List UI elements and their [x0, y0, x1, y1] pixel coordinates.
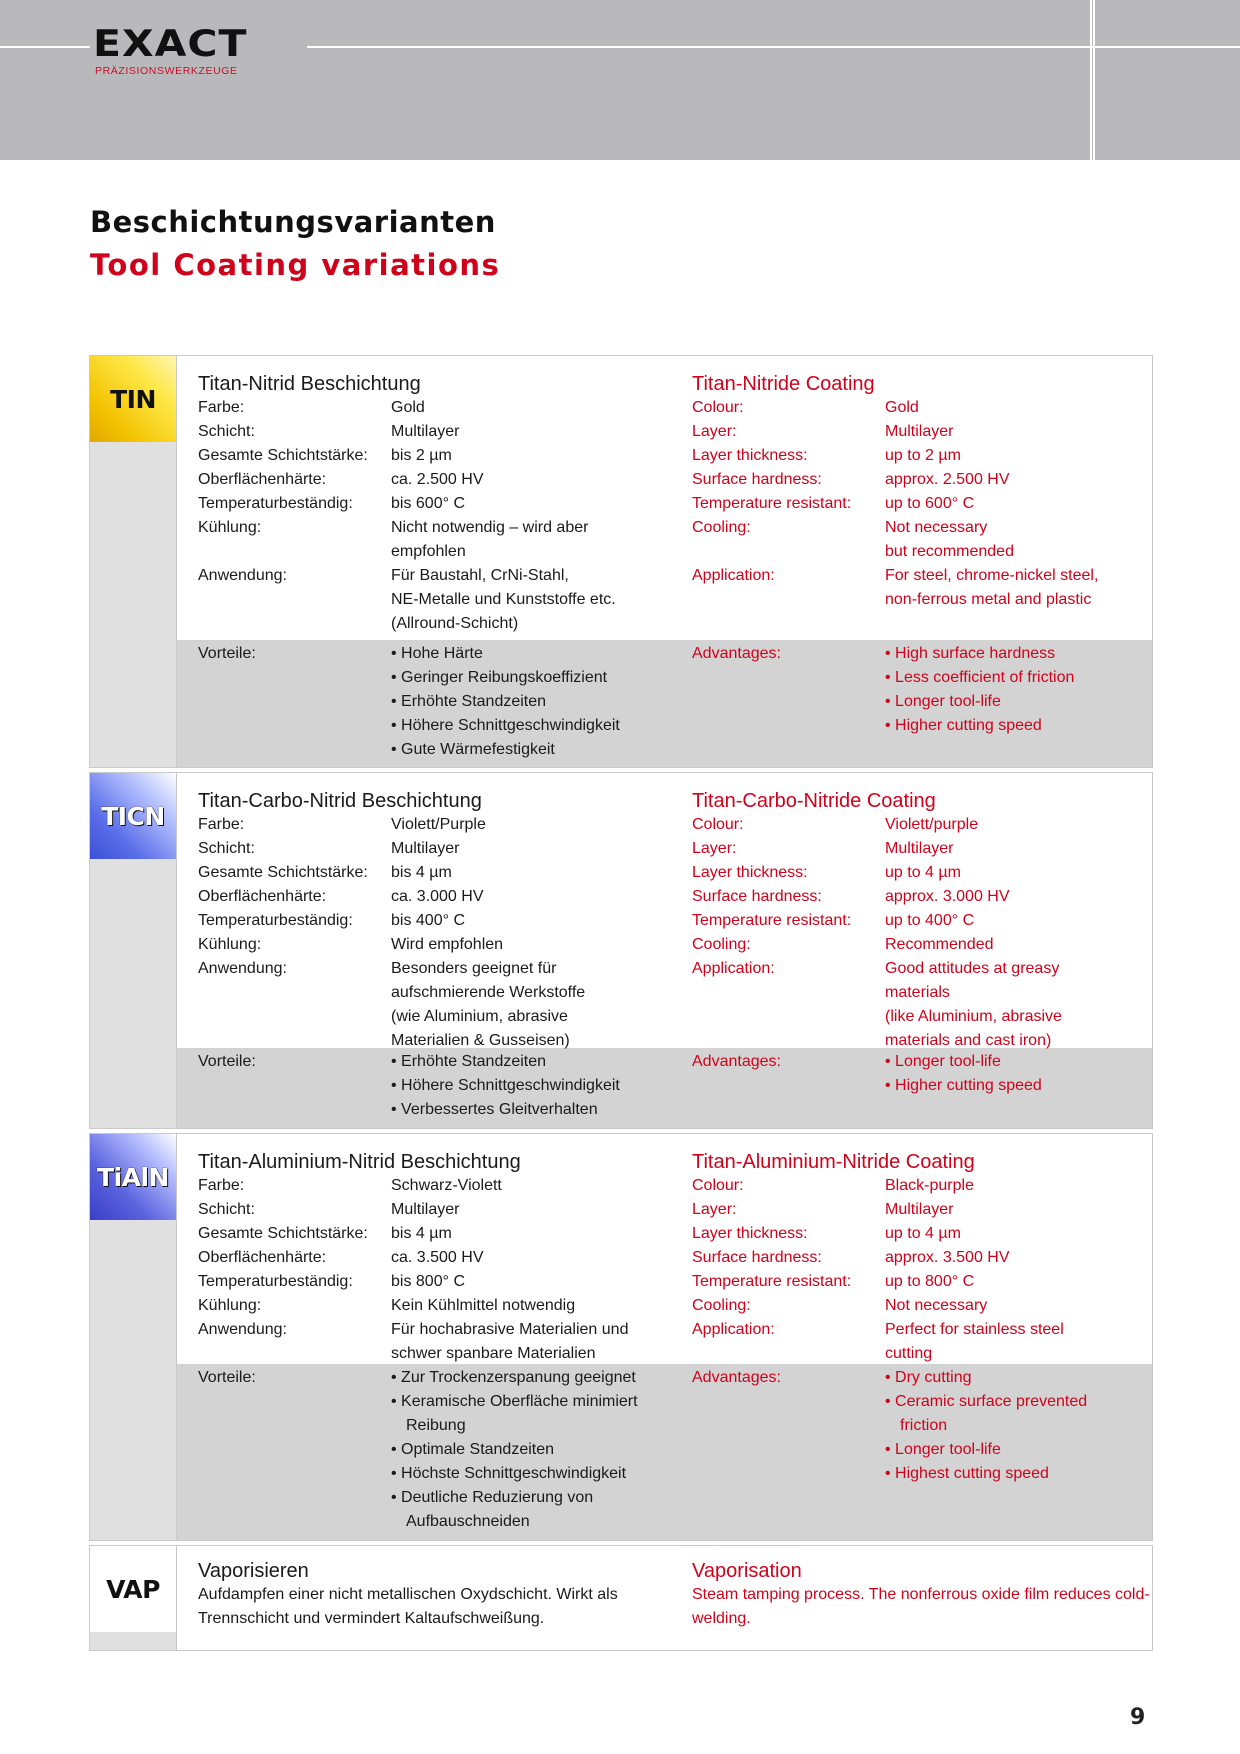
- property-value: Für Baustahl, CrNi-Stahl,: [391, 567, 569, 584]
- advantage-item: • Erhöhte Standzeiten: [391, 690, 546, 714]
- advantage-item: • Longer tool-life: [885, 690, 1001, 714]
- tin-badge: TIN: [90, 356, 176, 442]
- property-label: Kühlung:: [198, 519, 262, 536]
- header-line-right: [307, 46, 1240, 48]
- coating-en-column: [692, 1134, 1147, 1540]
- property-label: Colour:: [692, 816, 744, 833]
- coating-de-column: [198, 356, 688, 767]
- property-value: non-ferrous metal and plastic: [885, 591, 1092, 608]
- advantage-item: • Dry cutting: [885, 1366, 972, 1390]
- advantage-item: • High surface hardness: [885, 642, 1055, 666]
- property-label: Layer thickness:: [692, 1225, 808, 1242]
- advantage-item: • Deutliche Reduzierung von: [391, 1486, 593, 1510]
- property-value: materials and cast iron): [885, 1032, 1052, 1049]
- advantage-item: • Higher cutting speed: [885, 714, 1042, 738]
- coating-de-column: [198, 1134, 688, 1540]
- property-value: ca. 2.500 HV: [391, 471, 484, 488]
- page-header: [0, 0, 1240, 160]
- property-label: Temperaturbeständig:: [198, 1273, 353, 1290]
- property-label: Temperature resistant:: [692, 495, 852, 512]
- coating-title-en: Titan-Carbo-Nitride Coating: [692, 790, 936, 812]
- property-label: Kühlung:: [198, 1297, 262, 1314]
- property-label: Oberflächenhärte:: [198, 888, 327, 905]
- advantage-item: • Longer tool-life: [885, 1050, 1001, 1074]
- property-label: Application:: [692, 1321, 775, 1338]
- vap-en-column: [692, 1546, 1150, 1650]
- property-label: Schicht:: [198, 1201, 255, 1218]
- property-value: ca. 3.500 HV: [391, 1249, 484, 1266]
- property-value: up to 600° C: [885, 495, 975, 512]
- property-value: approx. 3.000 HV: [885, 888, 1010, 905]
- property-value: NE-Metalle und Kunststoffe etc.: [391, 591, 616, 608]
- advantage-item: • Longer tool-life: [885, 1438, 1001, 1462]
- property-value: Kein Kühlmittel notwendig: [391, 1297, 576, 1314]
- property-value: bis 4 µm: [391, 1225, 452, 1242]
- advantages-label: Vorteile:: [198, 645, 256, 662]
- advantage-item: • Höchste Schnittgeschwindigkeit: [391, 1462, 626, 1486]
- property-value: Wird empfohlen: [391, 936, 504, 953]
- advantage-item: • Less coefficient of friction: [885, 666, 1074, 690]
- vap-text-de: Aufdampfen einer nicht metallischen Oxydschicht. Wirkt als Trennschicht und vermindert Kaltaufschweißung.: [198, 1586, 618, 1627]
- coating-en-column: [692, 356, 1147, 767]
- advantages-label: Advantages:: [692, 1053, 781, 1070]
- property-label: Temperaturbeständig:: [198, 912, 353, 929]
- property-value: Multilayer: [391, 423, 460, 440]
- property-label: Cooling:: [692, 519, 751, 536]
- page-title-en: Tool Coating variations: [90, 248, 501, 282]
- advantage-continuation: friction: [900, 1417, 948, 1434]
- property-label: Farbe:: [198, 399, 245, 416]
- property-value: schwer spanbare Materialien: [391, 1345, 596, 1362]
- coating-en-column: [692, 773, 1147, 1128]
- property-label: Gesamte Schichtstärke:: [198, 864, 368, 881]
- advantages-label: Advantages:: [692, 1369, 781, 1386]
- property-label: Colour:: [692, 399, 744, 416]
- property-value: up to 800° C: [885, 1273, 975, 1290]
- property-label: Surface hardness:: [692, 888, 822, 905]
- property-label: Farbe:: [198, 816, 245, 833]
- property-value: aufschmierende Werkstoffe: [391, 984, 586, 1001]
- header-line-left: [0, 46, 90, 48]
- property-value: Multilayer: [391, 1201, 460, 1218]
- property-label: Anwendung:: [198, 1321, 287, 1338]
- advantage-item: • Verbessertes Gleitverhalten: [391, 1098, 598, 1122]
- coating-de-column: [198, 773, 688, 1128]
- property-value: (wie Aluminium, abrasive: [391, 1008, 568, 1025]
- advantage-item: • Ceramic surface prevented: [885, 1390, 1087, 1414]
- property-value: empfohlen: [391, 543, 466, 560]
- property-label: Oberflächenhärte:: [198, 1249, 327, 1266]
- advantage-item: • Keramische Oberfläche minimiert: [391, 1390, 638, 1414]
- advantages-label: Vorteile:: [198, 1053, 256, 1070]
- property-value: Not necessary: [885, 1297, 988, 1314]
- property-label: Cooling:: [692, 936, 751, 953]
- property-value: approx. 2.500 HV: [885, 471, 1010, 488]
- advantage-continuation: Aufbauschneiden: [406, 1513, 530, 1530]
- property-label: Layer thickness:: [692, 447, 808, 464]
- coating-title-en: Titan-Nitride Coating: [692, 373, 875, 395]
- page-title-de: Beschichtungsvarianten: [90, 205, 496, 239]
- property-value: Materialien & Gusseisen): [391, 1032, 570, 1049]
- coating-block-tialn: [89, 1133, 1153, 1541]
- coating-block-tin: [89, 355, 1153, 768]
- advantage-continuation: Reibung: [406, 1417, 466, 1434]
- property-value: Not necessary: [885, 519, 988, 536]
- property-value: up to 4 µm: [885, 1225, 961, 1242]
- property-label: Gesamte Schichtstärke:: [198, 1225, 368, 1242]
- property-value: Multilayer: [885, 840, 954, 857]
- vap-title-de: Vaporisieren: [198, 1560, 309, 1582]
- property-label: Application:: [692, 960, 775, 977]
- property-label: Layer thickness:: [692, 864, 808, 881]
- property-value: bis 600° C: [391, 495, 465, 512]
- property-value: materials: [885, 984, 950, 1001]
- property-value: Nicht notwendig – wird aber: [391, 519, 589, 536]
- property-value: Gold: [391, 399, 425, 416]
- property-label: Schicht:: [198, 840, 255, 857]
- header-divider-1: [1090, 0, 1092, 160]
- tialn-badge: TiAlN: [90, 1134, 176, 1220]
- property-label: Temperaturbeständig:: [198, 495, 353, 512]
- property-value: bis 4 µm: [391, 864, 452, 881]
- property-label: Anwendung:: [198, 567, 287, 584]
- vap-text-en: Steam tamping process. The nonferrous oxide film reduces cold-welding.: [692, 1586, 1150, 1627]
- property-value: Black-purple: [885, 1177, 974, 1194]
- property-value: Schwarz-Violett: [391, 1177, 502, 1194]
- advantage-item: • Gute Wärmefestigkeit: [391, 738, 555, 762]
- property-value: Für hochabrasive Materialien und: [391, 1321, 629, 1338]
- advantage-item: • Erhöhte Standzeiten: [391, 1050, 546, 1074]
- property-label: Application:: [692, 567, 775, 584]
- advantage-item: • Höhere Schnittgeschwindigkeit: [391, 714, 620, 738]
- advantages-label: Advantages:: [692, 645, 781, 662]
- property-value: Multilayer: [885, 423, 954, 440]
- vap-title-en: Vaporisation: [692, 1560, 802, 1582]
- advantage-item: • Zur Trockenzerspanung geeignet: [391, 1366, 636, 1390]
- property-value: bis 2 µm: [391, 447, 452, 464]
- property-value: For steel, chrome-nickel steel,: [885, 567, 1099, 584]
- property-label: Temperature resistant:: [692, 1273, 852, 1290]
- property-value: cutting: [885, 1345, 933, 1362]
- property-value: Multilayer: [885, 1201, 954, 1218]
- coating-block-ticn: [89, 772, 1153, 1129]
- property-value: (Allround-Schicht): [391, 615, 519, 632]
- property-value: Perfect for stainless steel: [885, 1321, 1064, 1338]
- logo-subtitle: PRÄZISIONSWERKZEUGE: [95, 65, 238, 77]
- advantage-item: • Hohe Härte: [391, 642, 483, 666]
- property-label: Layer:: [692, 1201, 737, 1218]
- property-value: ca. 3.000 HV: [391, 888, 484, 905]
- property-label: Layer:: [692, 423, 737, 440]
- page-number: 9: [1130, 1705, 1146, 1730]
- property-label: Oberflächenhärte:: [198, 471, 327, 488]
- advantage-item: • Höhere Schnittgeschwindigkeit: [391, 1074, 620, 1098]
- header-divider-2: [1093, 0, 1095, 160]
- property-label: Surface hardness:: [692, 471, 822, 488]
- property-value: Violett/Purple: [391, 816, 486, 833]
- property-value: Violett/purple: [885, 816, 979, 833]
- advantage-item: • Geringer Reibungskoeffizient: [391, 666, 607, 690]
- property-value: but recommended: [885, 543, 1014, 560]
- coating-title-de: Titan-Carbo-Nitrid Beschichtung: [198, 790, 482, 812]
- property-value: up to 4 µm: [885, 864, 961, 881]
- ticn-badge: TICN: [90, 773, 176, 859]
- property-value: approx. 3.500 HV: [885, 1249, 1010, 1266]
- property-value: up to 400° C: [885, 912, 975, 929]
- coating-title-de: Titan-Aluminium-Nitrid Beschichtung: [198, 1151, 521, 1173]
- property-value: bis 800° C: [391, 1273, 465, 1290]
- coating-title-en: Titan-Aluminium-Nitride Coating: [692, 1151, 975, 1173]
- property-label: Kühlung:: [198, 936, 262, 953]
- property-label: Temperature resistant:: [692, 912, 852, 929]
- advantage-item: • Highest cutting speed: [885, 1462, 1049, 1486]
- vap-de-column: [198, 1546, 688, 1650]
- advantage-item: • Optimale Standzeiten: [391, 1438, 554, 1462]
- coating-block-vap: [89, 1545, 1153, 1651]
- property-value: Multilayer: [391, 840, 460, 857]
- exact-logo: EXACT: [93, 22, 248, 65]
- property-label: Gesamte Schichtstärke:: [198, 447, 368, 464]
- property-value: Besonders geeignet für: [391, 960, 557, 977]
- property-label: Layer:: [692, 840, 737, 857]
- property-value: Good attitudes at greasy: [885, 960, 1060, 977]
- property-value: Recommended: [885, 936, 994, 953]
- vap-badge: VAP: [90, 1546, 176, 1632]
- property-label: Anwendung:: [198, 960, 287, 977]
- property-value: (like Aluminium, abrasive: [885, 1008, 1062, 1025]
- property-label: Farbe:: [198, 1177, 245, 1194]
- property-label: Surface hardness:: [692, 1249, 822, 1266]
- property-value: bis 400° C: [391, 912, 465, 929]
- coating-title-de: Titan-Nitrid Beschichtung: [198, 373, 421, 395]
- property-value: up to 2 µm: [885, 447, 961, 464]
- property-label: Colour:: [692, 1177, 744, 1194]
- advantages-label: Vorteile:: [198, 1369, 256, 1386]
- advantage-item: • Higher cutting speed: [885, 1074, 1042, 1098]
- property-value: Gold: [885, 399, 919, 416]
- property-label: Cooling:: [692, 1297, 751, 1314]
- property-label: Schicht:: [198, 423, 255, 440]
